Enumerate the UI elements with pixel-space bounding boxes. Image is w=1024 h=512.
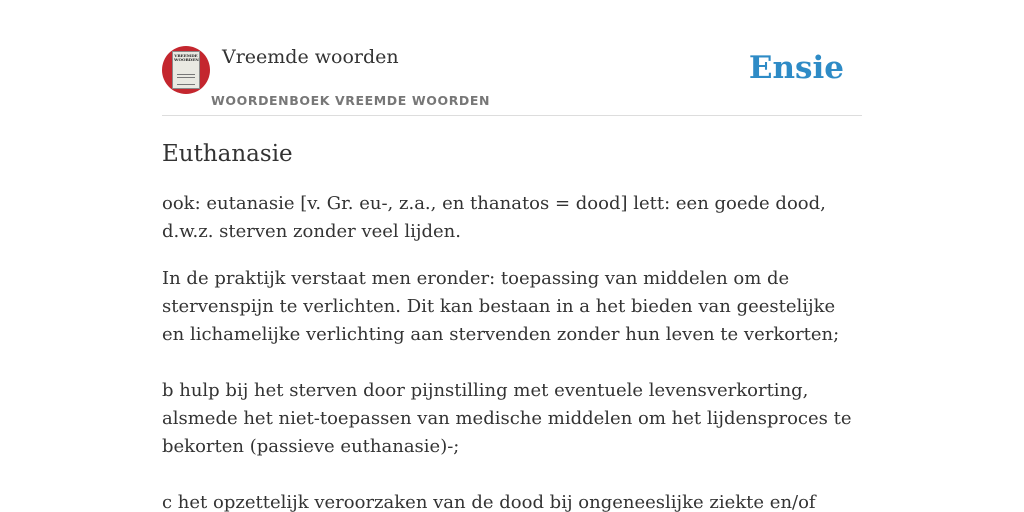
site-name-link[interactable]: Vreemde woorden <box>222 46 399 68</box>
header-divider <box>162 115 862 116</box>
entry-paragraph: b hulp bij het sterven door pijnstilling met eventuele levensverkorting, alsmede het niet-toepassen van medische middelen om het lijdensproces te bekorten (passieve euthanasie)-; <box>162 380 852 457</box>
entry-title: Euthanasie <box>162 141 293 167</box>
cover-line <box>177 74 195 75</box>
dictionary-avatar[interactable] <box>162 46 210 94</box>
entry-paragraph: ook: eutanasie [v. Gr. eu-, z.a., en thanatos = dood] lett: een goede dood, d.w.z. sterven zonder veel lijden. <box>162 193 826 242</box>
entry-paragraph: In de praktijk verstaat men eronder: toepassing van middelen om de stervenspijn te verlichten. Dit kan bestaan in a het bieden van geestelijke en lichamelijke verlichting aan stervenden zonder hun leven te verkorten; <box>162 268 840 345</box>
book-cover-icon <box>172 51 200 89</box>
dictionary-subtitle: WOORDENBOEK VREEMDE WOORDEN <box>211 93 491 108</box>
entry-paragraph: c het opzettelijk veroorzaken van de dood bij ongeneeslijke ziekte en/of <box>162 492 816 512</box>
cover-line <box>177 77 195 78</box>
book-cover-title: VREEMDE WOORDEN <box>174 53 199 62</box>
site-header <box>162 40 862 115</box>
ensie-logo[interactable]: Ensie <box>748 50 844 86</box>
entry-content <box>162 138 862 512</box>
cover-line <box>177 84 195 85</box>
